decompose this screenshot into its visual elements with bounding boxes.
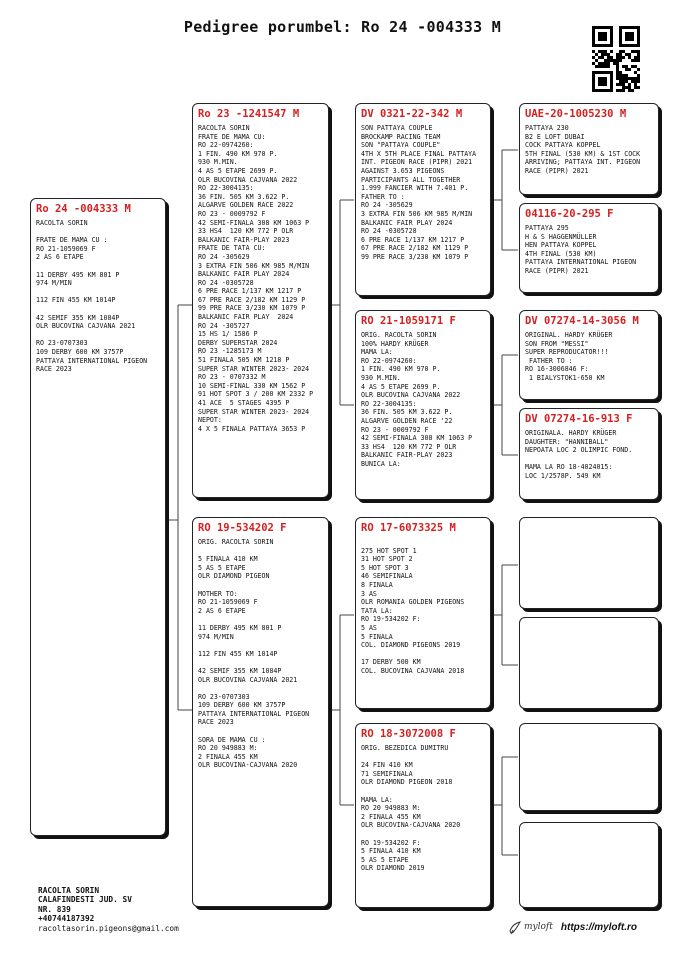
pedigree-card-g3-1 [519, 103, 659, 195]
card-details: PATTAYA 295 H & S HAGGENMÜLLER HEN PATTAYA KOPPEL 4TH FINAL (530 KM) PATTAYA INTERNATIONAL PIGEON RACE (PIPR) 2021 [525, 224, 637, 275]
pedigree-card-empty-4 [519, 822, 659, 908]
ring-number: UAE-20-1005230 M [525, 108, 627, 120]
pedigree-card-subject [30, 198, 166, 836]
ring-number: DV 07274-14-3056 M [525, 315, 639, 327]
ring-number: Ro 24 -004333 M [36, 203, 131, 215]
breeder-email: racoltasorin.pigeons@gmail.com [38, 923, 179, 933]
ring-number: RO 18-3072008 F [361, 728, 456, 740]
ring-number: Ro 23 -1241547 M [198, 108, 300, 120]
pedigree-card-dam [192, 517, 329, 907]
pigeon-icon [508, 919, 522, 935]
card-details: SON PATTAYA COUPLE BROCKAMP RACING TEAM SON "PATTAYA COUPLE" 4TH X 5TH PLACE FINAL PATTAYA INT. PIGEON RACE (PIPR) 2021 AGAINST 3.653 PIGEONS PARTICIPANTS ALL TOGETHER 1.999 FANCIER WITH 7.401 P. FATHER TO : RO 24 -305629 3 EXTRA FIN 506 KM 985 M/MIN BALKANIC FAIR PLAY 2024 RO 24 -0305728 6 PRE RACE 1/137 KM 1217 P 67 PRE RACE 2/182 KM 1129 P 99 PRE RACE 3/230 KM 1079 P [361, 124, 477, 261]
card-details: ORIG. RACOLTA SORIN 5 FINALA 410 KM 5 AS 5 ETAPE OLR DIAMOND PIGEON MOTHER TO: RO 21-1059069 F 2 AS 6 ETAPE 11 DERBY 495 KM 801 P 974 M/MIN 112 FIN 455 KM 1014P 42 SEMIF 355 KM 1084P OLR BUCOVINA CAJVANA 2021 RO 23-0707303 109 DERBY 600 KM 3757P PATTAYA INTERNATIONAL PIGEON RACE 2023 SORA DE MAMA CU : RO 20 949883 M: 2 FINALA 455 KM OLR BUCOVINA-CAJVANA 2020 [198, 538, 310, 770]
breeder-name: RACOLTA SORIN [38, 886, 100, 895]
pedigree-card-dam-dam [355, 723, 491, 908]
card-details: ORIGINAL. HARDY KRÜGER SON FROM "MESSI" SUPER REPRODUCATOR!!! FATHER TO : RO 16-3006846 F: 1 BIALYSTOK1-650 KM [525, 331, 613, 382]
card-details: ORIG. BEZEDICA DUMITRU 24 FIN 410 KM 71 SEMIFINALA OLR DIAMOND PIGEON 2018 MAMA LA: RO 20 949883 M: 2 FINALA 455 KM OLR BUCOVINA-CAJVANA 2020 RO 19-534202 F: 5 FINALA 410 KM 5 AS 5 ETAPE OLR DIAMOND 2019 [361, 744, 461, 873]
pedigree-card-empty-1 [519, 517, 659, 609]
card-details: RACOLTA SORIN FRATE DE MAMA CU : RO 21-1059069 F 2 AS 6 ETAPE 11 DERBY 495 KM 801 P 974 M/MIN 112 FIN 455 KM 1014P 42 SEMIF 355 KM 1084P OLR BUCOVINA CAJVANA 2021 RO 23-0707303 109 DERBY 600 KM 3757P PATTAYA INTERNATIONAL PIGEON RACE 2023 [36, 219, 148, 374]
breeder-phone: +40744187392 [38, 914, 95, 924]
card-details: RACOLTA SORIN FRATE DE MAMA CU: RO 22-0974260: 1 FIN. 490 KM 970 P. 930 M.MIN. 4 AS 5 ETAPE 2699 P. OLR BUCOVINA CAJVANA 2022 RO 22-3004135: 36 FIN. 505 KM 3.622 P. ALGARVE GOLDEN RACE 2022 RO 23 - 0009792 F 42 SEMI-FINALA 308 KM 1063 P 33 HS4 120 KM 772 P OLR BALKANIC FAIR-PLAY 2023 FRATE DE TATA CU: RO 24 -305629 3 EXTRA FIN 506 KM 985 M/MIN BALKANIC FAIR PLAY 2024 RO 24 -0305728 6 PRE RACE 1/137 KM 1217 P 67 PRE RACE 2/182 KM 1129 P 99 PRE RACE 3/230 KM 1079 P BALKANIC FAIR PLAY 2024 RO 24 -305727 15 HS 1/ 1586 P DERBY SUPERSTAR 2024 RO 23 -1285173 M 51 FINALA 505 KM 1218 P SUPER STAR WINTER 2023- 2024 RO 23 - 0707332 M 10 SEMI-FINAL 330 KM 1562 P 91 HOT SPOT 3 / 200 KM 2332 P 41 ACE 5 STAGES 4395 P SUPER STAR WINTER 2023- 2024 NEPOT: 4 X 5 FINALA PATTAYA 3653 P [198, 124, 314, 433]
ring-number: DV 0321-22-342 M [361, 108, 463, 120]
page-title: Pedigree porumbel: Ro 24 -004333 M [183, 18, 502, 36]
ring-number: DV 07274-16-913 F [525, 413, 633, 425]
card-details: PATTAYA 230 B2 E LOFT DUBAI COCK PATTAYA KOPPEL 5TH FINAL (530 KM) & 1ST COCK ARRIVING; PATTAYA INT. PIGEON RACE (PIPR) 2021 [525, 124, 641, 175]
card-details: 275 HOT SPOT 1 31 HOT SPOT 2 5 HOT SPOT 3 46 SEMIFINALA 8 FINALA 3 AS OLR ROMANIA GOLDEN PIGEONS TATA LA: RO 19-534202 F: 5 AS 5 FINALA COL. DIAMOND PIGEONS 2019 17 DERBY 500 KM COL. BUCOVINA CAJVANA 2018 [361, 546, 465, 675]
ring-number: 04116-20-295 F [525, 208, 614, 220]
ring-number: RO 21-1059171 F [361, 315, 456, 327]
pedigree-card-g3-3 [519, 310, 659, 400]
qr-code [592, 26, 640, 92]
card-details: ORIG. RACOLTA SORIN 100% HARDY KRÜGER MAMA LA: RO 22-0974260: 1 FIN. 490 KM 970 P. 930 M.MIN. 4 AS 5 ETAPE 2699 P. OLR BUCOVINA CAJVANA 2022 RO 22-3004135: 36 FIN. 505 KM 3.622 P. ALGARVE GOLDEN RACE '22 RO 23 - 0009792 F 42 SEMI-FINALA 308 KM 1063 P 33 HS4 120 KM 772 P OLR BALKANIC FAIR-PLAY 2023 BUNICA LA: [361, 331, 473, 468]
logo-text: myloft [524, 922, 553, 932]
ring-number: RO 17-6073325 M [361, 522, 456, 534]
ring-number: RO 19-534202 F [198, 522, 287, 534]
pedigree-card-sire-sire [355, 103, 491, 296]
pedigree-card-sire [192, 103, 329, 498]
pedigree-card-sire-dam [355, 310, 491, 500]
pedigree-card-g3-4 [519, 408, 659, 500]
breeder-number: NR. 839 [38, 904, 71, 914]
brand [508, 919, 637, 935]
pedigree-card-empty-2 [519, 617, 659, 709]
myloft-logo [508, 919, 553, 935]
website-link[interactable]: https://myloft.ro [560, 921, 637, 933]
breeder-info [38, 886, 179, 933]
pedigree-card-dam-sire [355, 517, 491, 709]
pedigree-card-empty-3 [519, 723, 659, 811]
breeder-address: CALAFINDESTI JUD. SV [38, 895, 132, 905]
card-details: ORIGINALA. HARDY KRÜGER DAUGHTER: "HANNIBALL" NEPOATA LOC 2 OLIMPIC FOND. MAMA LA RO 18-4024015: LOC 1/2578P. 549 KM [525, 429, 633, 480]
pedigree-card-g3-2 [519, 203, 659, 293]
